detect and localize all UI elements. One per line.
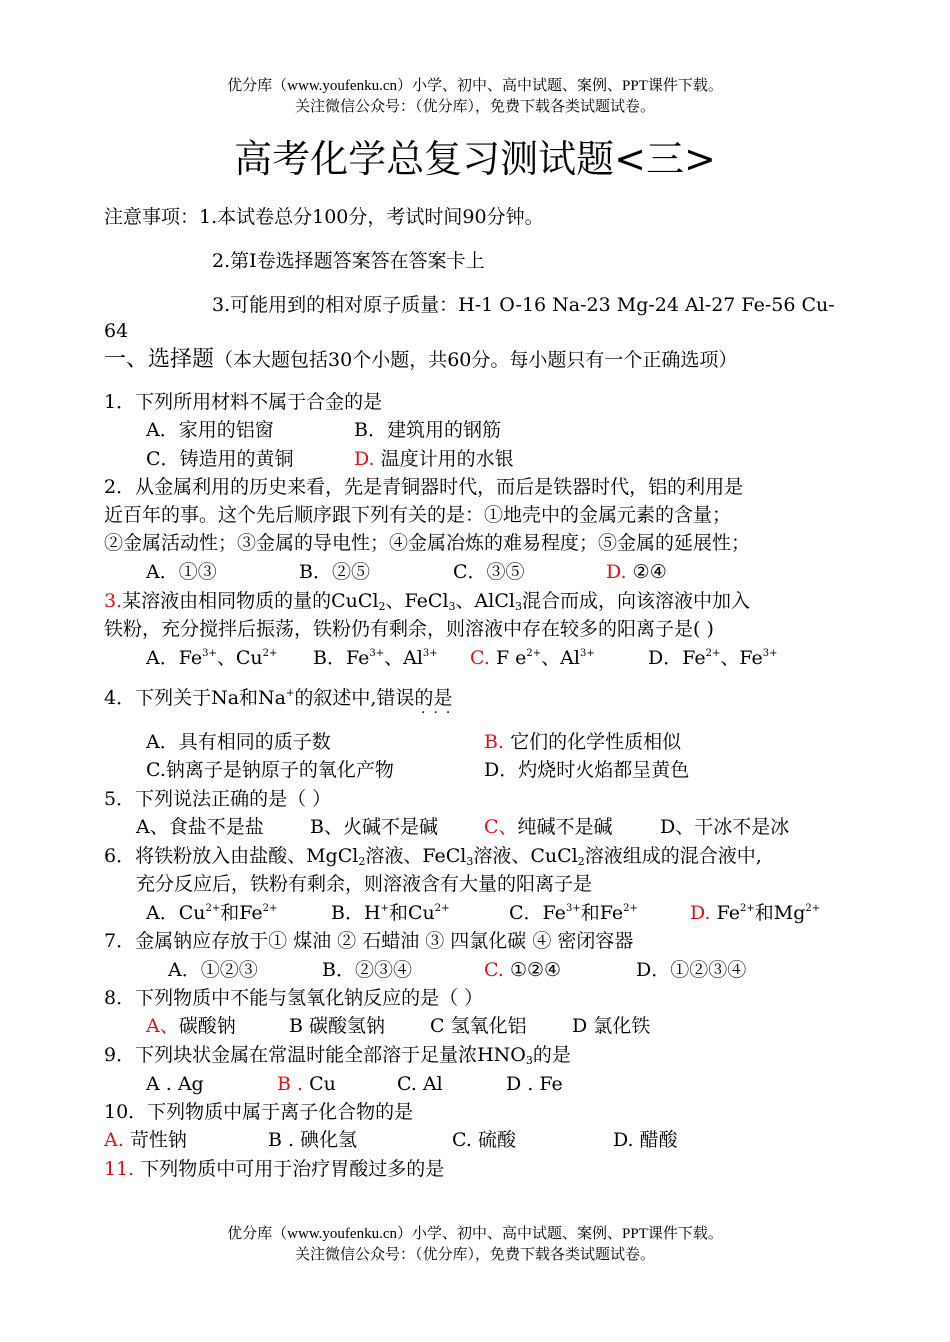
section-heading	[104, 349, 737, 371]
q1-option-c: C．铸造用的黄铜	[146, 448, 294, 470]
q5-option-c-answer: C、纯碱不是碱	[484, 816, 613, 838]
q4-option-a: A．具有相同的质子数	[146, 731, 331, 753]
q6-option-b: B．H+和$Cu^{2+}$	[331, 902, 450, 924]
q5-stem: 5．下列说法正确的是（ ）	[104, 788, 332, 810]
q7-option-a: A．①②③	[168, 959, 258, 981]
q7-option-c: C. ①②④	[484, 959, 562, 981]
q6-line-1: 6．将铁粉放入由盐酸、MgCl$_2$溶液、FeCl$_3$溶液、CuCl$_2$溶液组成的混合液中,	[104, 845, 762, 868]
q3-option-a: A．$Fe^{3+}$、$Cu^{2+}$	[146, 647, 278, 669]
note-2: 2.第Ⅰ卷选择题答案答在答案卡上	[212, 250, 485, 272]
q4-option-b: B. 它们的化学性质相似	[484, 731, 682, 753]
q10-option-c: C. 硫酸	[452, 1129, 516, 1151]
q2-line-1: 2．从金属利用的历史来看，先是青铜器时代，而后是铁器时代，铝的利用是	[104, 476, 744, 498]
q3-answer-letter: C.	[470, 647, 490, 669]
footer-line-2: 关注微信公众号：（优分库），免费下载各类试题试卷。	[294, 1247, 655, 1263]
q11-stem: 11. 下列物质中可用于治疗胃酸过多的是	[104, 1158, 445, 1180]
q3-line-2: 铁粉，充分搅拌后振荡，铁粉仍有剩余，则溶液中存在较多的阳离子是( )	[104, 618, 714, 640]
q7-stem: 7．金属钠应存放于① 煤油 ② 石蜡油 ③ 四氯化碳 ④ 密闭容器	[104, 930, 634, 952]
q8-option-c: C 氢氧化铝	[430, 1015, 527, 1037]
q8-option-b: B 碳酸氢钠	[289, 1015, 386, 1037]
q9-answer-letter: B .	[277, 1073, 304, 1095]
q2-option-a: A．①③	[146, 561, 217, 583]
q3-option-d: D．$Fe^{2+}$、$Fe^{3+}$	[648, 647, 778, 669]
note-3-cont: 64	[104, 320, 129, 342]
section-subtitle: （本大题包括30个小题，共60分。每小题只有一个正确选项）	[214, 349, 738, 371]
q2-option-b: B．②⑤	[299, 561, 370, 583]
q8-answer-letter: A、	[146, 1015, 179, 1037]
q10-stem: 10．下列物质中属于离子化合物的是	[104, 1101, 414, 1123]
q3-option-c: C. F $e^{2+}$、$Al^{3+}$	[470, 647, 595, 669]
q6-option-d: D. $Fe^{2+}$和$Mg^{2+}$	[690, 902, 821, 924]
q9-option-c: C. Al	[397, 1073, 443, 1095]
q3-line-1: 3.某溶液由相同物质的量的CuCl$_2$、FeCl$_3$、AlCl$_3$混合而成，向该溶液中加入	[104, 590, 750, 613]
q1-option-a: A．家用的铝窗	[146, 419, 274, 441]
header-line-1: 优分库（www.youfenku.cn）小学、初中、高中试题、案例、PPT课件下载。	[227, 78, 723, 94]
q10-option-a: A. 苛性钠	[104, 1129, 187, 1151]
q1-answer-letter: D.	[354, 448, 375, 470]
q8-option-d: D 氯化铁	[572, 1015, 651, 1037]
q6-line-2: 充分反应后，铁粉有剩余，则溶液含有大量的阳离子是	[136, 873, 593, 895]
q6-answer-letter: D.	[690, 902, 711, 924]
q2-option-c: C．③⑤	[453, 561, 525, 583]
q2-answer-letter: D.	[606, 561, 627, 583]
q1-option-d: D. 温度计用的水银	[354, 448, 514, 470]
q3-number: 3.	[104, 590, 123, 612]
q2-line-3: ②金属活动性；③金属的导电性；④金属冶炼的难易程度；⑤金属的延展性；	[104, 532, 751, 554]
q7-answer-letter: C.	[484, 959, 504, 981]
q11-number: 11.	[104, 1158, 135, 1180]
q4-option-c: C.钠离子是钠原子的氧化产物	[146, 759, 394, 781]
q9-option-b: B . Cu	[277, 1073, 336, 1095]
footer-line-1: 优分库（www.youfenku.cn）小学、初中、高中试题、案例、PPT课件下载。	[227, 1226, 723, 1242]
q5-option-d: D、干冰不是冰	[660, 816, 790, 838]
note-1: 注意事项：1.本试卷总分100分，考试时间90分钟。	[104, 206, 544, 228]
q5-option-b: B、火碱不是碱	[310, 816, 438, 838]
q4-answer-letter: B.	[484, 731, 505, 753]
q4-option-d: D．灼烧时火焰都呈黄色	[484, 759, 690, 781]
q7-option-d: D．①②③④	[636, 959, 747, 981]
q9-stem: 9．下列块状金属在常温时能全部溶于足量浓$HNO_3$的是	[104, 1044, 571, 1067]
section-title: 一、选择题	[104, 347, 215, 372]
q6-option-c: C．$Fe^{3+}$和$Fe^{2+}$	[509, 902, 638, 924]
q2-option-d: D. ②④	[606, 561, 667, 583]
header-line-2: 关注微信公众号：（优分库），免费下载各类试题试卷。	[294, 99, 655, 115]
q4-emphasis-dots: ···	[421, 705, 459, 721]
q1-stem: 1．下列所用材料不属于合金的是	[104, 391, 383, 413]
q9-option-a: A . Ag	[146, 1073, 204, 1095]
q1-option-b: B．建筑用的钢筋	[354, 419, 501, 441]
q5-option-a: A、食盐不是盐	[136, 816, 264, 838]
q8-option-a: A、碳酸钠	[146, 1015, 236, 1037]
q10-option-d: D. 醋酸	[613, 1129, 678, 1151]
q2-line-2: 近百年的事。这个先后顺序跟下列有关的是：①地壳中的金属元素的含量；	[104, 504, 732, 526]
q10-answer-letter: A.	[104, 1129, 124, 1151]
q4-stem: 4．下列关于Na和Na+的叙述中,错误的是	[104, 687, 453, 709]
q3-option-b: B．$Fe^{3+}$、$Al^{3+}$	[313, 647, 438, 669]
q8-stem: 8．下列物质中不能与氢氧化钠反应的是（ ）	[104, 987, 484, 1009]
q6-option-a: A．$Cu^{2+}$和$Fe^{2+}$	[146, 902, 278, 924]
note-3: 3.可能用到的相对原子质量：H-1 O-16 Na-23 Mg-24 Al-27 Fe-56 Cu-	[212, 294, 835, 316]
q10-option-b: B . 碘化氢	[268, 1129, 358, 1151]
q9-option-d: D . Fe	[506, 1073, 563, 1095]
q7-option-b: B．②③④	[322, 959, 412, 981]
page-title: 高考化学总复习测试题<三>	[234, 137, 716, 181]
